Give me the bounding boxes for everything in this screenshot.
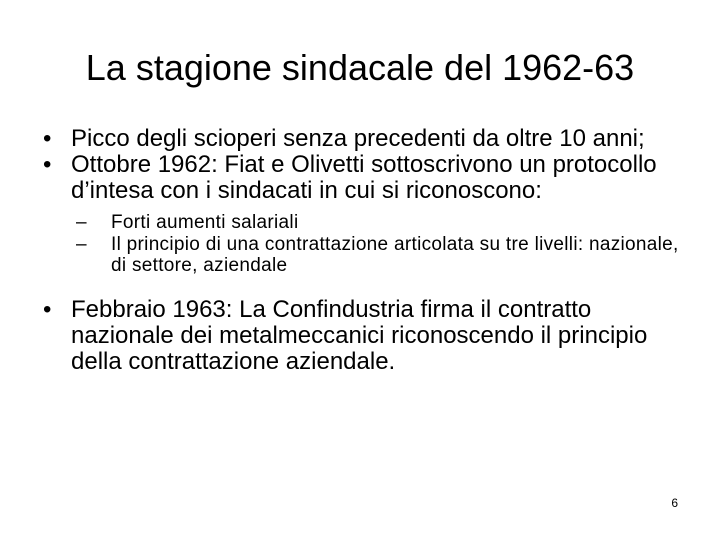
- sub-bullet-text: Forti aumenti salariali: [111, 212, 299, 233]
- page-number: 6: [671, 496, 678, 510]
- bullet-item: [40, 126, 690, 152]
- sub-bullet-list: [40, 212, 690, 277]
- bullet-marker: •: [43, 151, 52, 178]
- bullet-marker: •: [43, 125, 52, 152]
- sub-bullet-text: Il principio di una contrattazione articolata su tre livelli: nazionale, di settore, aziendale: [111, 233, 679, 276]
- bullet-text: Ottobre 1962: Fiat e Olivetti sottoscrivono un protocollo d’intesa con i sindacati in cui si riconoscono:: [71, 151, 657, 204]
- bullet-marker: •: [43, 295, 52, 323]
- slide-title: La stagione sindacale del 1962-63: [85, 47, 635, 88]
- sub-bullet-item: [40, 234, 690, 277]
- sub-bullet-marker: –: [76, 212, 87, 233]
- bullet-item: [40, 297, 690, 375]
- sub-bullet-item: [40, 212, 690, 234]
- slide-content: [40, 126, 690, 375]
- bullet-item: [40, 152, 690, 204]
- sub-bullet-marker: –: [76, 233, 87, 255]
- bullet-text: Picco degli scioperi senza precedenti da oltre 10 anni;: [71, 125, 645, 152]
- bullet-text: Febbraio 1963: La Confindustria firma il contratto nazionale dei metalmeccanici riconoscendo il principio della contrattazione aziendale.: [71, 295, 648, 375]
